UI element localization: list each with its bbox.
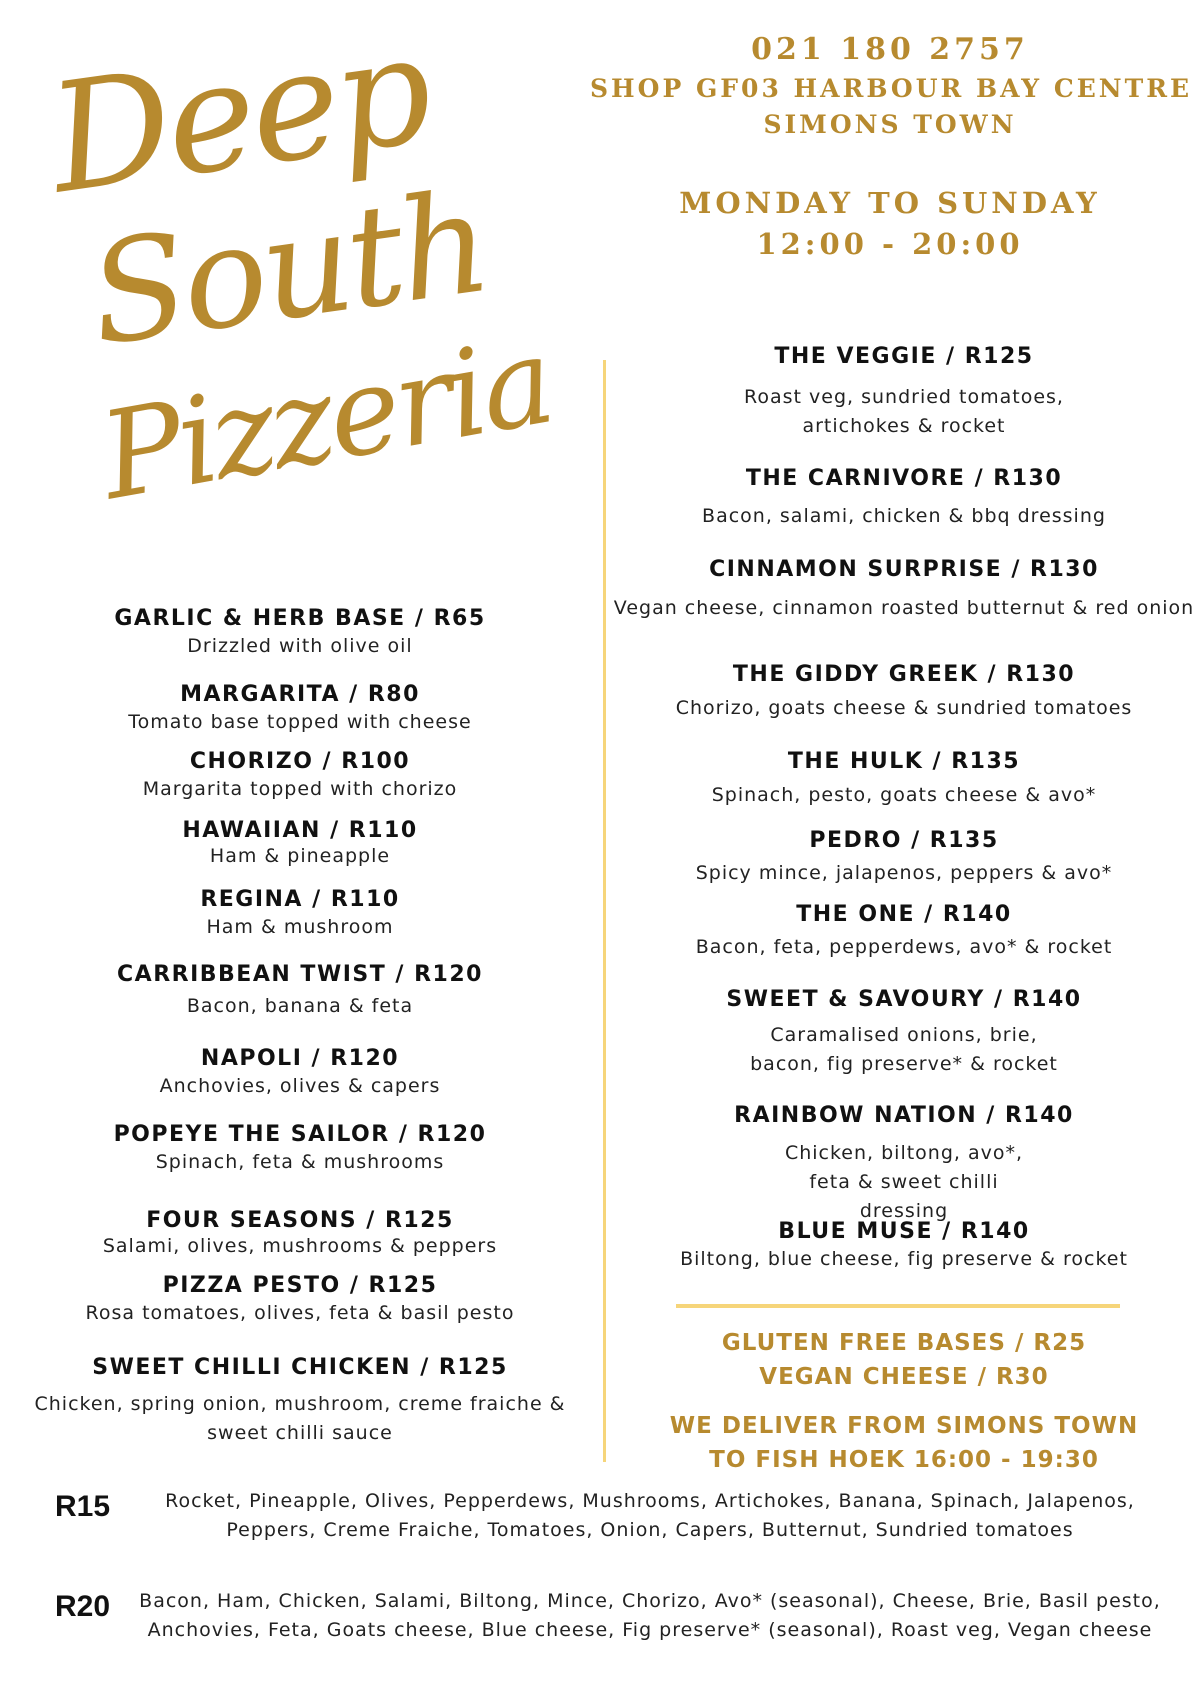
menu-item-name: HAWAIIAN / R110 xyxy=(182,818,418,843)
menu-item xyxy=(0,682,600,737)
menu-item xyxy=(608,1219,1200,1274)
menu-item-desc: Biltong, blue cheese, fig preserve & rocket xyxy=(680,1248,1128,1270)
menu-item xyxy=(608,662,1200,723)
menu-item-name: THE CARNIVORE / R130 xyxy=(745,466,1063,491)
topping-list: Rocket, Pineapple, Olives, Pepperdews, Mushrooms, Artichokes, Banana, Spinach, Jalapenos, Peppers, Creme Fraiche, Tomatoes, Onion, Capers, Butternut, Sundried tomatoes xyxy=(165,1490,1135,1541)
menu-item xyxy=(608,902,1200,962)
menu-item xyxy=(0,1122,600,1177)
menu-item xyxy=(0,1273,600,1328)
menu-item xyxy=(0,749,600,804)
menu-item-desc: Salami, olives, mushrooms & peppers xyxy=(102,1235,498,1257)
menu-item xyxy=(608,557,1200,623)
menu-item-desc: Chicken, spring onion, mushroom, creme fraiche & sweet chilli sauce xyxy=(34,1393,566,1444)
menu-item-desc: Roast veg, sundried tomatoes, artichokes & rocket xyxy=(744,386,1064,437)
menu-item-desc: Anchovies, olives & capers xyxy=(159,1075,441,1097)
menu-item-name: CARRIBBEAN TWIST / R120 xyxy=(117,962,483,987)
topping-price-tier: R15 xyxy=(55,1490,111,1523)
opening-days: MONDAY TO SUNDAY xyxy=(679,186,1101,220)
menu-item-desc: Caramalised onions, brie, bacon, fig preserve* & rocket xyxy=(750,1024,1058,1075)
menu-item-desc: Bacon, banana & feta xyxy=(186,995,414,1017)
menu-item-name: THE ONE / R140 xyxy=(796,902,1012,927)
column-divider xyxy=(603,360,606,1462)
menu-item-desc: Spinach, pesto, goats cheese & avo* xyxy=(711,784,1097,806)
delivery-info-line-2: TO FISH HOEK 16:00 - 19:30 xyxy=(709,1447,1099,1473)
menu-item xyxy=(0,1355,600,1448)
logo-word-deep: Deep xyxy=(39,2,439,228)
topping-price-tier: R20 xyxy=(55,1590,111,1623)
menu-item xyxy=(0,818,600,868)
menu-item-desc: Ham & mushroom xyxy=(206,916,394,938)
menu-item xyxy=(608,344,1200,441)
menu-item xyxy=(608,1103,1200,1226)
menu-item-name: RAINBOW NATION / R140 xyxy=(734,1103,1074,1128)
menu-item-name: SWEET & SAVOURY / R140 xyxy=(726,987,1082,1012)
menu-item-name: POPEYE THE SAILOR / R120 xyxy=(113,1122,487,1147)
menu-item-desc: Drizzled with olive oil xyxy=(187,635,413,657)
menu-item-desc: Bacon, feta, pepperdews, avo* & rocket xyxy=(695,936,1113,958)
menu-item xyxy=(608,987,1200,1079)
menu-item-name: SWEET CHILLI CHICKEN / R125 xyxy=(92,1355,508,1380)
menu-item-desc: Spicy mince, jalapenos, peppers & avo* xyxy=(695,862,1113,884)
topping-list: Bacon, Ham, Chicken, Salami, Biltong, Mince, Chorizo, Avo* (seasonal), Cheese, Brie, Basil pesto, Anchovies, Feta, Goats cheese, Blue cheese, Fig preserve* (seasonal), Roast veg, Vegan cheese xyxy=(139,1590,1161,1641)
menu-item-name: BLUE MUSE / R140 xyxy=(778,1219,1030,1244)
menu-item-name: NAPOLI / R120 xyxy=(200,1046,400,1071)
opening-hours: 12:00 - 20:00 xyxy=(756,227,1024,261)
menu-item-name: REGINA / R110 xyxy=(200,887,400,912)
phone-number: 021 180 2757 xyxy=(751,32,1029,67)
menu-item-name: FOUR SEASONS / R125 xyxy=(146,1208,454,1233)
menu-item xyxy=(0,1046,600,1101)
logo-word-south: South xyxy=(80,161,497,378)
menu-item xyxy=(0,962,600,1021)
address-line-1: SHOP GF03 HARBOUR BAY CENTRE xyxy=(590,74,1193,103)
menu-item-desc: Chicken, biltong, avo*, feta & sweet chilli dressing xyxy=(784,1142,1024,1222)
restaurant-logo xyxy=(30,2,570,540)
section-divider xyxy=(676,1304,1120,1308)
menu-item-name: PIZZA PESTO / R125 xyxy=(162,1273,438,1298)
menu-item-desc: Margarita topped with chorizo xyxy=(142,778,458,800)
menu-item xyxy=(0,887,600,942)
menu-item-desc: Ham & pineapple xyxy=(209,845,391,867)
address-line-2: SIMONS TOWN xyxy=(763,110,1017,139)
logo-word-pizzeria: Pizzeria xyxy=(91,311,561,528)
menu-item-name: THE GIDDY GREEK / R130 xyxy=(732,662,1076,687)
menu-item-name: THE HULK / R135 xyxy=(787,749,1021,774)
menu-item-desc: Vegan cheese, cinnamon roasted butternut & red onion xyxy=(613,597,1195,619)
vegan-cheese-price: VEGAN CHEESE / R30 xyxy=(759,1364,1049,1390)
menu-item xyxy=(608,749,1200,810)
menu-item-desc: Rosa tomatoes, olives, feta & basil pesto xyxy=(85,1302,515,1324)
menu-item-name: CINNAMON SURPRISE / R130 xyxy=(709,557,1099,582)
menu-item-name: CHORIZO / R100 xyxy=(189,749,411,774)
menu-item-name: GARLIC & HERB BASE / R65 xyxy=(114,606,486,631)
menu-item xyxy=(608,828,1200,888)
menu-item-name: MARGARITA / R80 xyxy=(180,682,420,707)
menu-item-desc: Bacon, salami, chicken & bbq dressing xyxy=(702,505,1106,527)
menu-item xyxy=(0,1208,600,1258)
menu-item xyxy=(608,466,1200,531)
menu-item-name: PEDRO / R135 xyxy=(809,828,999,853)
menu-item-name: THE VEGGIE / R125 xyxy=(774,344,1034,369)
menu-item-desc: Chorizo, goats cheese & sundried tomatoes xyxy=(675,697,1133,719)
gluten-free-price: GLUTEN FREE BASES / R25 xyxy=(721,1330,1087,1356)
delivery-info-line-1: WE DELIVER FROM SIMONS TOWN xyxy=(669,1413,1139,1439)
menu-item-desc: Spinach, feta & mushrooms xyxy=(155,1151,445,1173)
menu-item xyxy=(0,606,600,661)
menu-item-desc: Tomato base topped with cheese xyxy=(128,711,472,733)
